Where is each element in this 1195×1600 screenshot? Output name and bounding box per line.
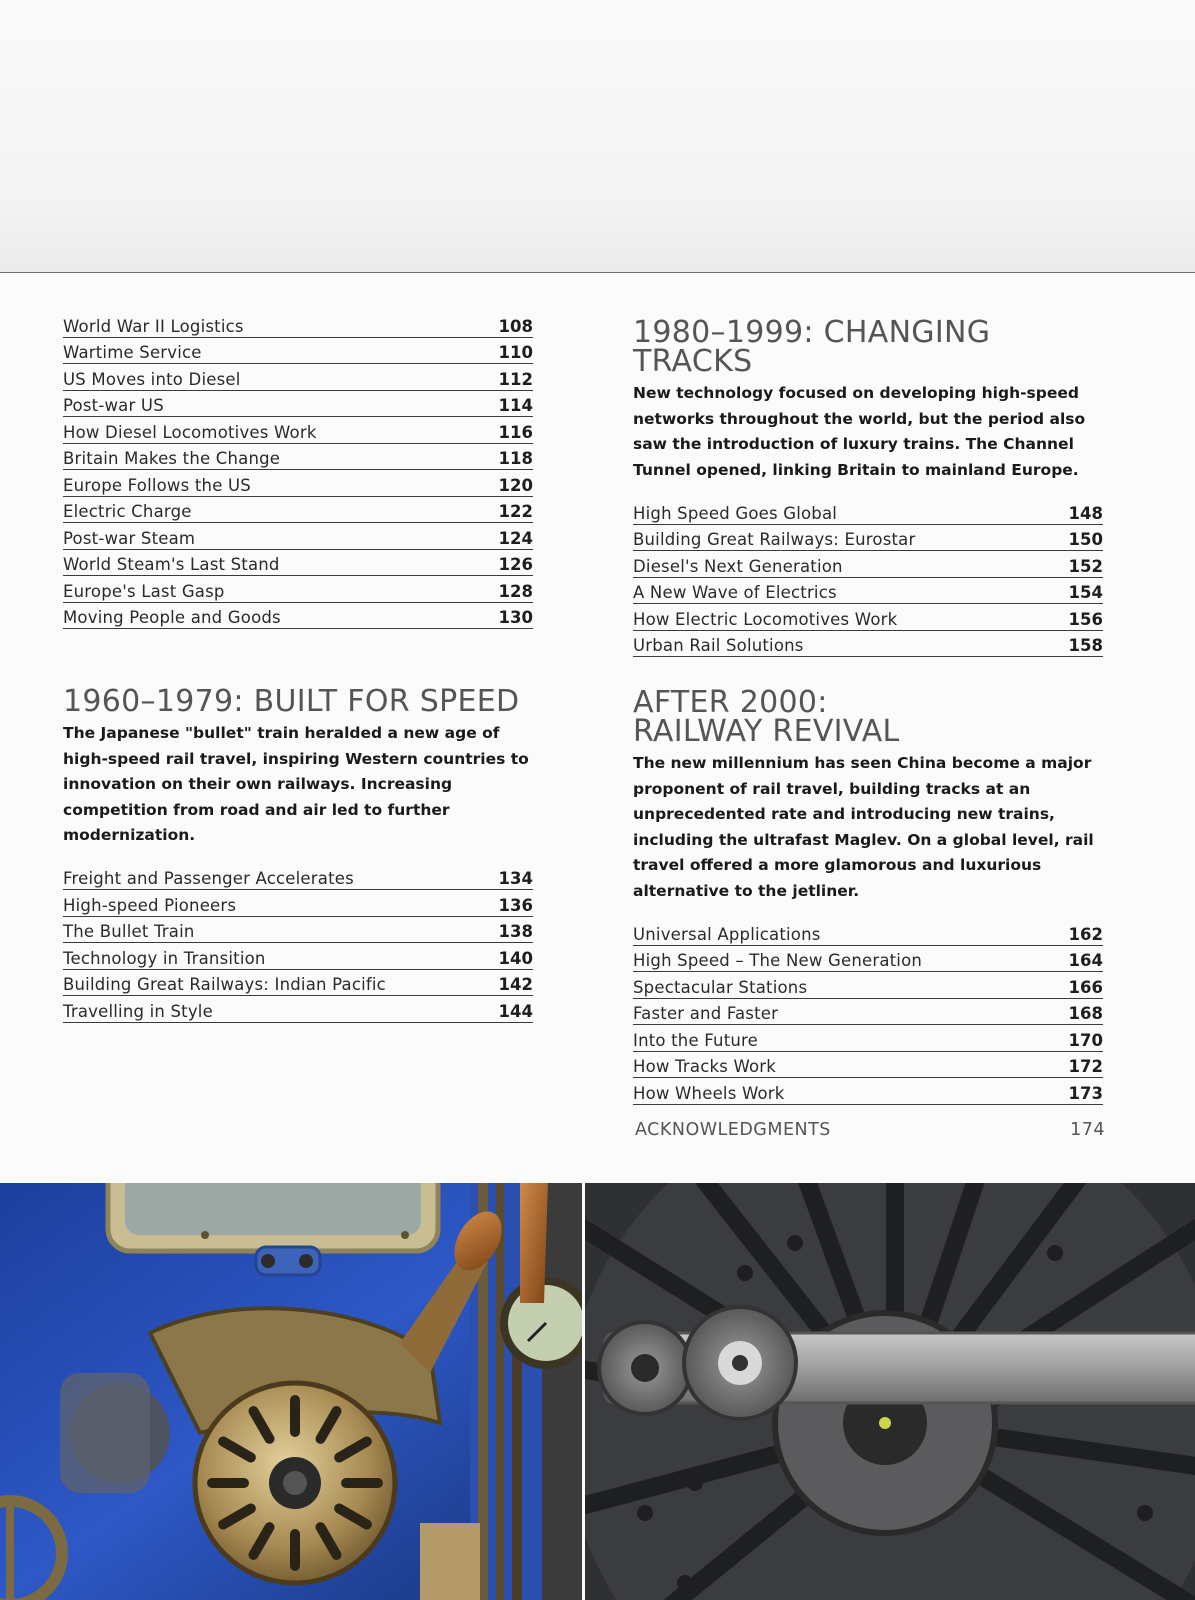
toc-entry-page-number: 172	[1068, 1057, 1103, 1076]
toc-entry-page-number: 124	[498, 528, 533, 548]
toc-entry-page-number: 110	[498, 343, 533, 362]
toc-continued-list	[63, 311, 533, 629]
toc-entry-title: Post-war Steam	[63, 528, 196, 548]
toc-entry-page-number: 148	[1068, 503, 1103, 523]
toc-entry-title: Britain Makes the Change	[63, 449, 281, 468]
toc-entry[interactable]	[63, 943, 533, 970]
toc-entry-page-number: 108	[498, 316, 533, 336]
section-description: The Japanese "bullet" train heralded a new age of high-speed rail travel, inspiring Western countries to innovation on their own railways. Increasing competition from road and air led to further modernization.	[63, 724, 529, 844]
toc-entry-title: The Bullet Train	[63, 922, 195, 941]
toc-entry-title: Technology in Transition	[63, 948, 266, 968]
toc-entry[interactable]	[633, 946, 1103, 973]
toc-entry-title: World War II Logistics	[63, 316, 244, 336]
locomotive-wheel-photo	[585, 1183, 1195, 1600]
toc-entry-page-number: 114	[498, 396, 533, 415]
toc-entry[interactable]	[633, 919, 1103, 946]
toc-entry-page-number: 134	[498, 869, 533, 888]
toc-entry-title: Diesel's Next Generation	[633, 556, 843, 576]
toc-entry[interactable]	[63, 444, 533, 471]
toc-entry-page-number: 116	[498, 422, 533, 442]
toc-entry[interactable]	[633, 525, 1103, 552]
toc-entry-page-number: 120	[498, 475, 533, 495]
toc-entry-title: Urban Rail Solutions	[633, 636, 804, 655]
toc-entry-title: Wartime Service	[63, 343, 202, 362]
toc-entry[interactable]	[63, 523, 533, 550]
toc-entry-page-number: 164	[1068, 951, 1103, 970]
locomotive-controls-photo	[0, 1183, 582, 1600]
toc-entry-page-number: 112	[498, 369, 533, 389]
toc-entry[interactable]	[633, 999, 1103, 1026]
toc-entry-page-number: 118	[498, 449, 533, 468]
toc-entry-page-number: 130	[498, 608, 533, 627]
toc-entry-title: Moving People and Goods	[63, 608, 281, 627]
toc-entry[interactable]	[63, 470, 533, 497]
toc-entry-page-number: 158	[1068, 636, 1103, 655]
section-1960-1979	[63, 684, 533, 1023]
toc-entry-page-number: 173	[1068, 1083, 1103, 1103]
toc-entry-page-number: 168	[1068, 1004, 1103, 1023]
toc-entry[interactable]	[63, 417, 533, 444]
toc-entry[interactable]	[63, 391, 533, 418]
toc-entry-page-number: 122	[498, 502, 533, 521]
toc-entry[interactable]	[633, 551, 1103, 578]
toc-entry-title: Travelling in Style	[63, 1001, 213, 1021]
toc-entry[interactable]	[633, 972, 1103, 999]
toc-entry[interactable]	[63, 864, 533, 891]
toc-entry-title: World Steam's Last Stand	[63, 555, 280, 574]
section-heading: 1980–1999: CHANGING TRACKS	[633, 315, 991, 379]
acknowledgments-entry[interactable]	[635, 1120, 1105, 1140]
toc-entry-page-number: 152	[1068, 556, 1103, 576]
acknowledgments-page: 174	[1070, 1120, 1105, 1140]
toc-entry[interactable]	[63, 576, 533, 603]
toc-entry-title: A New Wave of Electrics	[633, 583, 837, 602]
toc-entry[interactable]	[633, 1052, 1103, 1079]
toc-entry[interactable]	[63, 311, 533, 338]
toc-entry-title: How Tracks Work	[633, 1057, 777, 1076]
toc-entry-title: Freight and Passenger Accelerates	[63, 869, 354, 888]
toc-entry-page-number: 138	[498, 922, 533, 941]
section-heading-line-2: RAILWAY REVIVAL	[633, 714, 900, 749]
toc-entry[interactable]	[633, 1078, 1103, 1105]
toc-entry-title: Europe's Last Gasp	[63, 581, 225, 601]
toc-entry-title: Spectacular Stations	[633, 977, 808, 997]
toc-entry-title: Europe Follows the US	[63, 475, 251, 495]
toc-entry-page-number: 162	[1068, 924, 1103, 944]
toc-entry[interactable]	[63, 917, 533, 944]
toc-entry-title: How Electric Locomotives Work	[633, 609, 898, 629]
toc-entry-page-number: 166	[1068, 977, 1103, 997]
section-description: The new millennium has seen China become a major proponent of rail travel, building tracks at an unprecedented rate and introducing new trains, including the ultrafast Maglev. On a global level, rail travel offered a more glamorous and luxurious alternative to the jetliner.	[633, 754, 1094, 900]
section-heading-line-1: AFTER 2000:	[633, 685, 828, 720]
toc-entry-page-number: 154	[1068, 583, 1103, 602]
toc-entry-title: Post-war US	[63, 396, 164, 415]
toc-entry-title: Electric Charge	[63, 502, 192, 521]
toc-entry-title: High Speed Goes Global	[633, 503, 838, 523]
toc-entry-page-number: 136	[498, 895, 533, 915]
toc-entry-title: How Diesel Locomotives Work	[63, 422, 317, 442]
toc-entry-title: US Moves into Diesel	[63, 369, 241, 389]
section-1980-1999	[633, 315, 1103, 657]
toc-entry-title: Faster and Faster	[633, 1004, 779, 1023]
toc-entry[interactable]	[633, 631, 1103, 658]
toc-entry[interactable]	[633, 578, 1103, 605]
toc-entry-page-number: 144	[498, 1001, 533, 1021]
toc-entry-page-number: 150	[1068, 530, 1103, 549]
toc-entry[interactable]	[63, 996, 533, 1023]
acknowledgments-label: ACKNOWLEDGMENTS	[635, 1120, 831, 1140]
toc-entry[interactable]	[63, 890, 533, 917]
toc-entry[interactable]	[63, 550, 533, 577]
toc-entry[interactable]	[63, 603, 533, 630]
toc-entry[interactable]	[63, 970, 533, 997]
section-heading: 1960–1979: BUILT FOR SPEED	[63, 684, 520, 719]
toc-entry[interactable]	[63, 364, 533, 391]
section-description: New technology focused on developing high-speed networks throughout the world, but the period also saw the introduction of luxury trains. The Channel Tunnel opened, linking Britain to mainland Europe.	[633, 384, 1086, 479]
toc-entry[interactable]	[63, 338, 533, 365]
toc-entry-page-number: 126	[498, 555, 533, 574]
top-blank-band	[0, 0, 1195, 273]
toc-entry-title: Building Great Railways: Eurostar	[633, 530, 916, 549]
section-after-2000	[633, 685, 1103, 1105]
toc-entry-title: Universal Applications	[633, 924, 821, 944]
toc-entry-page-number: 142	[498, 975, 533, 994]
toc-entry[interactable]	[63, 497, 533, 524]
toc-entry-title: Building Great Railways: Indian Pacific	[63, 975, 386, 994]
section-entry-list	[63, 864, 533, 1023]
section-entry-list	[633, 498, 1103, 657]
toc-entry-page-number: 156	[1068, 609, 1103, 629]
toc-entry-title: Into the Future	[633, 1030, 759, 1050]
toc-entry-title: High-speed Pioneers	[63, 895, 237, 915]
toc-entry[interactable]	[633, 604, 1103, 631]
toc-entry-page-number: 140	[498, 948, 533, 968]
toc-entry[interactable]	[633, 498, 1103, 525]
toc-entry-title: How Wheels Work	[633, 1083, 785, 1103]
toc-entry-page-number: 170	[1068, 1030, 1103, 1050]
toc-entry-page-number: 128	[498, 581, 533, 601]
section-entry-list	[633, 919, 1103, 1105]
toc-continued-column	[63, 311, 533, 629]
toc-entry-title: High Speed – The New Generation	[633, 951, 923, 970]
section-heading	[633, 685, 1103, 749]
toc-entry[interactable]	[633, 1025, 1103, 1052]
